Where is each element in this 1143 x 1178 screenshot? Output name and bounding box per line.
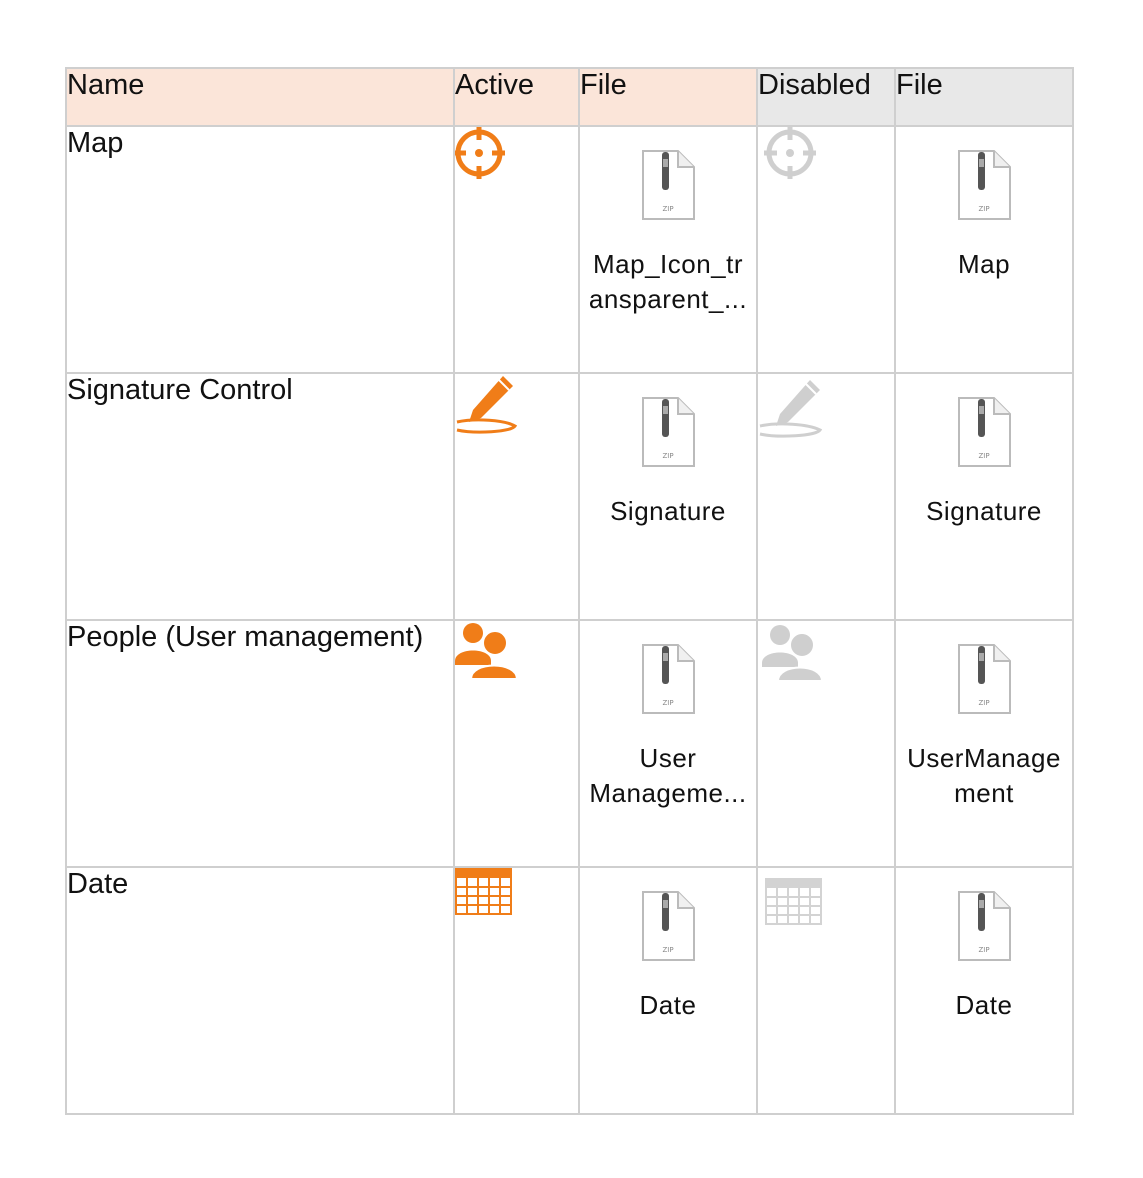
svg-text:ZIP: ZIP bbox=[662, 946, 674, 954]
active-file-cell bbox=[579, 373, 757, 620]
header-disabled: Disabled bbox=[757, 68, 895, 126]
svg-text:ZIP: ZIP bbox=[978, 205, 990, 213]
disabled-icon-cell bbox=[757, 867, 895, 1114]
table-row bbox=[66, 620, 1073, 867]
active-file-cell bbox=[579, 867, 757, 1114]
disabled-file-label: Signature bbox=[926, 496, 1042, 526]
zip-file-icon bbox=[640, 890, 696, 962]
active-icon-cell bbox=[454, 126, 579, 373]
calendar-icon bbox=[758, 868, 824, 926]
row-name: Date bbox=[66, 867, 454, 1114]
table-row bbox=[66, 373, 1073, 620]
active-icon-cell bbox=[454, 620, 579, 867]
zip-file-icon bbox=[640, 396, 696, 468]
crosshair-icon bbox=[758, 127, 822, 191]
row-name: Map bbox=[66, 126, 454, 373]
disabled-file-cell bbox=[895, 373, 1073, 620]
icon-table bbox=[65, 67, 1074, 1115]
active-file-label: Date bbox=[639, 990, 697, 1020]
header-disabled-file: File bbox=[895, 68, 1073, 126]
svg-text:ZIP: ZIP bbox=[978, 946, 990, 954]
disabled-icon-cell bbox=[757, 373, 895, 620]
people-icon bbox=[758, 621, 824, 681]
table-row bbox=[66, 867, 1073, 1114]
svg-text:ZIP: ZIP bbox=[978, 452, 990, 460]
disabled-icon-cell bbox=[757, 126, 895, 373]
calendar-icon bbox=[455, 868, 513, 916]
active-icon-cell bbox=[454, 373, 579, 620]
pen-signature-icon bbox=[758, 374, 824, 438]
active-file-cell bbox=[579, 126, 757, 373]
zip-file-icon bbox=[956, 396, 1012, 468]
zip-file-icon bbox=[956, 149, 1012, 221]
active-file-label: User Manageme... bbox=[589, 743, 747, 808]
disabled-file-label: Map bbox=[957, 249, 1011, 279]
zip-file-icon bbox=[956, 643, 1012, 715]
svg-text:ZIP: ZIP bbox=[662, 699, 674, 707]
disabled-file-label: UserManage ment bbox=[907, 743, 1061, 808]
people-icon bbox=[455, 621, 521, 681]
pen-signature-icon bbox=[455, 374, 521, 438]
svg-text:ZIP: ZIP bbox=[978, 699, 990, 707]
header-active-file: File bbox=[579, 68, 757, 126]
crosshair-icon bbox=[455, 127, 519, 191]
svg-text:ZIP: ZIP bbox=[662, 452, 674, 460]
active-icon-cell bbox=[454, 867, 579, 1114]
disabled-icon-cell bbox=[757, 620, 895, 867]
svg-text:ZIP: ZIP bbox=[662, 205, 674, 213]
disabled-file-cell bbox=[895, 126, 1073, 373]
zip-file-icon bbox=[640, 643, 696, 715]
row-name: People (User management) bbox=[66, 620, 454, 867]
disabled-file-cell bbox=[895, 867, 1073, 1114]
active-file-cell bbox=[579, 620, 757, 867]
row-name: Signature Control bbox=[66, 373, 454, 620]
zip-file-icon bbox=[956, 890, 1012, 962]
header-name: Name bbox=[66, 68, 454, 126]
header-row bbox=[66, 68, 1073, 126]
table-row bbox=[66, 126, 1073, 373]
active-file-label: Signature bbox=[610, 496, 726, 526]
header-active: Active bbox=[454, 68, 579, 126]
active-file-label: Map_Icon_tr ansparent_... bbox=[588, 249, 748, 314]
zip-file-icon bbox=[640, 149, 696, 221]
disabled-file-label: Date bbox=[955, 990, 1013, 1020]
disabled-file-cell bbox=[895, 620, 1073, 867]
